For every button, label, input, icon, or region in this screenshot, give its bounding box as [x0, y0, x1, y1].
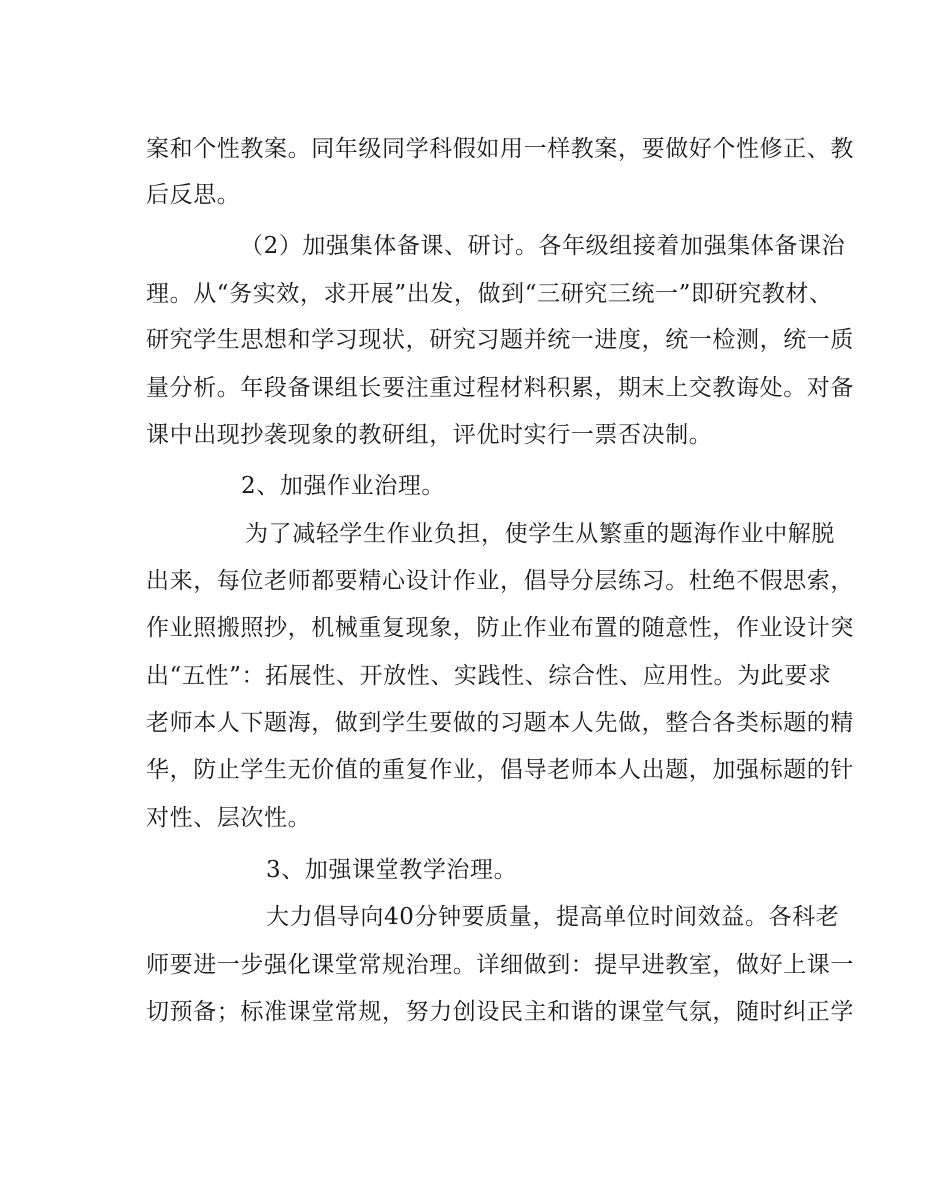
text-line-1: 案和个性教案。同年级同学科假如用一样教案，要做好个性修正、教	[146, 136, 854, 162]
text-line-16: 3、加强课堂教学治理。	[266, 857, 518, 883]
text-line-19: 切预备；标准课堂常规，努力创设民主和谐的课堂气氛，随时纠正学	[146, 999, 854, 1025]
text-line-8: 2、加强作业治理。	[241, 473, 446, 499]
text-line-5: 研究学生思想和学习现状，研究习题并统一进度，统一检测，统一质	[146, 327, 854, 353]
text-line-4: 理。从“务实效，求开展”出发，做到“三研究三统一”即研究教材、	[146, 281, 833, 307]
text-line-2: 后反思。	[146, 182, 241, 208]
text-line-3: （2）加强集体备课、研讨。各年级组接着加强集体备课治	[240, 233, 846, 259]
text-line-11: 作业照搬照抄，机械重复现象，防止作业布置的随意性，作业设计突	[146, 615, 854, 641]
text-line-9: 为了减轻学生作业负担，使学生从繁重的题海作业中解脱	[245, 521, 835, 547]
text-line-17: 大力倡导向40分钟要质量，提高单位时间效益。各科老	[266, 904, 840, 930]
text-line-7: 课中出现抄袭现象的教研组，评优时实行一票否决制。	[146, 422, 713, 448]
text-line-6: 量分析。年段备课组长要注重过程材料积累，期末上交教诲处。对备	[146, 375, 854, 401]
text-line-13: 老师本人下题海，做到学生要做的习题本人先做，整合各类标题的精	[146, 710, 854, 736]
text-line-12: 出“五性”：拓展性、开放性、实践性、综合性、应用性。为此要求	[146, 663, 832, 689]
text-line-14: 华，防止学生无价值的重复作业，倡导老师本人出题，加强标题的针	[146, 757, 854, 783]
text-line-10: 出来，每位老师都要精心设计作业，倡导分层练习。杜绝不假思索，	[146, 568, 854, 594]
text-line-15: 对性、层次性。	[146, 805, 312, 831]
text-line-18: 师要进一步强化课堂常规治理。详细做到：提早进教室，做好上课一	[146, 952, 854, 978]
